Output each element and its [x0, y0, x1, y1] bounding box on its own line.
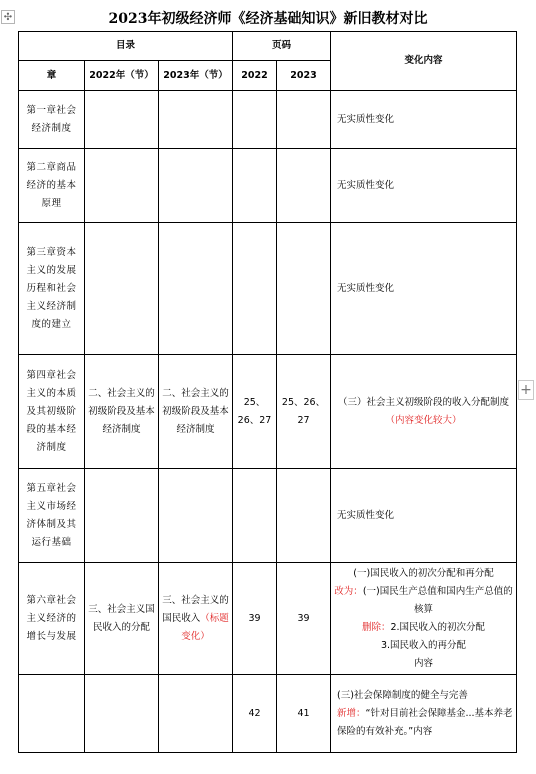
change-cell	[331, 675, 517, 753]
header-change: 变化内容	[331, 32, 517, 91]
sec2022-cell: 三、社会主义国民收入的分配	[85, 563, 159, 675]
change-cell	[331, 563, 517, 675]
sec2023-cell	[159, 469, 233, 563]
comparison-table	[18, 31, 517, 753]
chapter-cell: 第五章社会主义市场经济体制及其运行基础	[19, 469, 85, 563]
chapter-cell: 第二章商品经济的基本原理	[19, 149, 85, 223]
change-line	[337, 687, 516, 705]
change-line-text: (一)国民收入的初次分配和再分配	[353, 567, 494, 579]
p2022-cell: 39	[233, 563, 277, 675]
sec2023-cell: 二、社会主义的初级阶段及基本经济制度	[159, 355, 233, 469]
change-line	[337, 705, 516, 741]
change-line-text: (三)社会保障制度的健全与完善	[337, 689, 468, 701]
table-row	[19, 149, 517, 223]
chapter-cell: 第四章社会主义的本质及其初级阶段的基本经济制度	[19, 355, 85, 469]
table-row	[19, 91, 517, 149]
p2023-cell: 41	[277, 675, 331, 753]
p2022-cell	[233, 91, 277, 149]
change-cell: 无实质性变化	[331, 469, 517, 563]
p2023-cell: 39	[277, 563, 331, 675]
chapter-cell	[19, 675, 85, 753]
change-line	[331, 619, 516, 637]
p2023-cell	[277, 149, 331, 223]
sec2023-cell	[159, 149, 233, 223]
sec2023-note: （标题变化）	[181, 612, 229, 642]
change-cell: 无实质性变化	[331, 91, 517, 149]
header-pages: 页码	[233, 32, 331, 61]
sec2023-cell	[159, 563, 233, 675]
sec2022-cell	[85, 149, 159, 223]
p2022-cell	[233, 469, 277, 563]
table-row	[19, 469, 517, 563]
table-row	[19, 355, 517, 469]
p2023-cell	[277, 469, 331, 563]
change-line	[331, 565, 516, 583]
header-p2023: 2023	[277, 61, 331, 91]
change-cell: 无实质性变化	[331, 223, 517, 355]
sec2023-cell	[159, 223, 233, 355]
chapter-cell: 第三章资本主义的发展历程和社会主义经济制度的建立	[19, 223, 85, 355]
table-row	[19, 675, 517, 753]
change-text: （三）社会主义初级阶段的收入分配制度	[338, 396, 510, 408]
sec2023-cell	[159, 675, 233, 753]
table-row	[19, 563, 517, 675]
change-cell	[331, 355, 517, 469]
sec2022-cell	[85, 91, 159, 149]
change-cell: 无实质性变化	[331, 149, 517, 223]
change-line-text: 2.国民收入的初次分配	[390, 621, 486, 633]
header-p2022: 2022	[233, 61, 277, 91]
chapter-cell: 第六章社会主义经济的增长与发展	[19, 563, 85, 675]
p2023-cell	[277, 91, 331, 149]
p2022-cell: 25、26、27	[233, 355, 277, 469]
p2023-cell	[277, 223, 331, 355]
change-prefix: 新增：	[337, 707, 366, 719]
sec2022-cell	[85, 675, 159, 753]
sec2023-text: 三、社会主义的国民收入	[162, 594, 229, 624]
change-line-text: (一)国民生产总值和国内生产总值的核算	[362, 585, 513, 615]
change-line	[331, 637, 516, 655]
chapter-cell: 第一章社会经济制度	[19, 91, 85, 149]
p2022-cell	[233, 223, 277, 355]
change-line-text: 3.国民收入的再分配	[380, 639, 467, 651]
page-title: 2023年初级经济师《经济基础知识》新旧教材对比	[108, 11, 428, 27]
p2023-cell: 25、26、27	[277, 355, 331, 469]
sec2022-cell	[85, 223, 159, 355]
header-sec2022: 2022年（节）	[85, 61, 159, 91]
sec2023-cell	[159, 91, 233, 149]
change-line-text: 内容	[414, 657, 434, 669]
header-sec2023: 2023年（节）	[159, 61, 233, 91]
change-line	[331, 655, 516, 673]
table-row	[19, 223, 517, 355]
add-column-icon[interactable]: +	[518, 380, 534, 400]
p2022-cell: 42	[233, 675, 277, 753]
sec2022-cell: 二、社会主义的初级阶段及基本经济制度	[85, 355, 159, 469]
header-catalog: 目录	[19, 32, 233, 61]
change-prefix: 改为：	[334, 585, 363, 597]
move-table-icon[interactable]: ✣	[1, 10, 15, 24]
sec2022-cell	[85, 469, 159, 563]
header-chapter: 章	[19, 61, 85, 91]
change-line	[331, 583, 516, 619]
p2022-cell	[233, 149, 277, 223]
change-line-text: “针对目前社会保障基金...基本养老保险的有效补充。”内容	[337, 707, 513, 737]
change-note: （内容变化较大）	[385, 414, 462, 426]
change-prefix: 删除：	[361, 621, 391, 633]
